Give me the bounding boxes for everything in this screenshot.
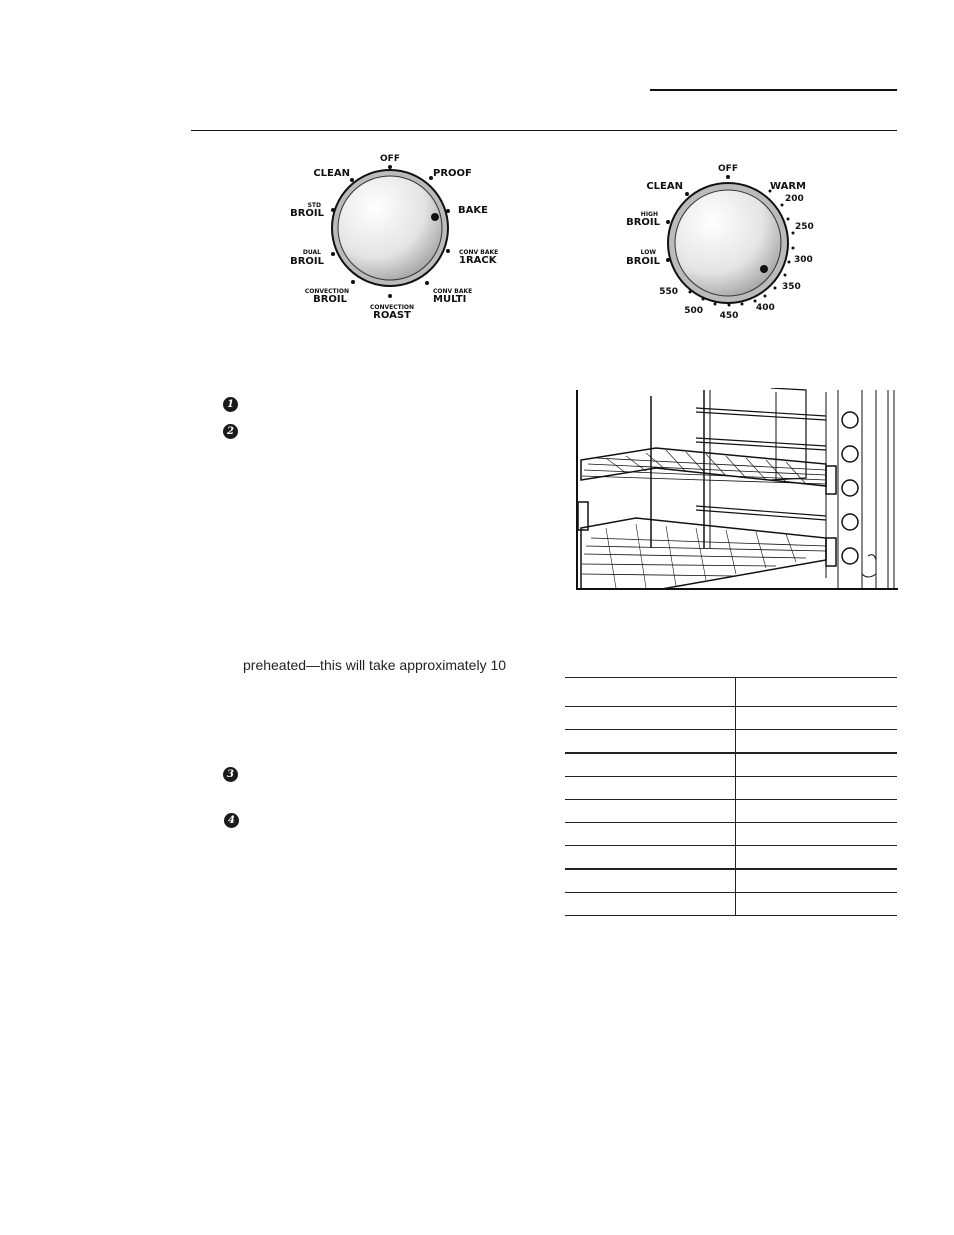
mode-knob-face — [338, 176, 442, 280]
mode-label-roast: ROAST — [373, 310, 411, 321]
header-rule-long — [191, 130, 897, 131]
table-header-row — [565, 677, 897, 707]
temp-label-high-broil: BROIL — [626, 217, 660, 228]
mode-label-dual-broil: BROIL — [290, 256, 324, 267]
temp-label-550: 550 — [659, 287, 678, 297]
step-4-icon: 4 — [224, 813, 239, 828]
mode-label-std: STD — [307, 202, 321, 209]
table-row — [565, 730, 897, 754]
temp-label-300: 300 — [794, 255, 813, 265]
temp-label-350: 350 — [782, 282, 801, 292]
table-row — [565, 754, 897, 777]
temp-label-low: LOW — [640, 249, 656, 256]
mode-label-clean: CLEAN — [313, 168, 350, 179]
header-rule-short — [650, 89, 897, 91]
preheat-text: preheated—this will take approximately 10 — [243, 657, 507, 673]
mode-knob-indicator — [431, 213, 439, 221]
mode-label-convection-2: CONVECTION — [369, 304, 415, 311]
temp-label-400: 400 — [756, 303, 775, 313]
step-3-icon: 3 — [223, 767, 238, 782]
mode-label-1rack: 1RACK — [459, 255, 497, 266]
table-row — [565, 893, 897, 916]
mode-label-conv-bake-1: CONV BAKE — [459, 249, 499, 256]
mode-label-multi: MULTI — [433, 294, 467, 305]
temp-label-warm: WARM — [770, 181, 806, 192]
step-1-icon: 1 — [223, 397, 238, 412]
temp-label-450: 450 — [719, 311, 739, 321]
mode-label-bake: BAKE — [458, 205, 488, 216]
mode-label-conv-bake-2: CONV BAKE — [433, 288, 473, 295]
mode-label-conv-broil: BROIL — [313, 294, 347, 305]
temp-label-500: 500 — [684, 306, 703, 316]
temp-label-high: HIGH — [640, 211, 658, 218]
temperature-dial — [615, 158, 825, 328]
mode-label-convection-1: CONVECTION — [304, 288, 349, 295]
temp-knob-indicator — [760, 265, 768, 273]
temp-label-clean: CLEAN — [646, 181, 683, 192]
table-row — [565, 846, 897, 870]
mode-selector-dial — [280, 145, 520, 325]
cooking-table — [565, 677, 897, 916]
temp-label-200: 200 — [785, 194, 804, 204]
mode-label-proof: PROOF — [433, 168, 472, 179]
table-row — [565, 823, 897, 846]
table-row — [565, 707, 897, 730]
temp-label-250: 250 — [795, 222, 814, 232]
table-row — [565, 777, 897, 800]
mode-label-std-broil: BROIL — [290, 208, 324, 219]
mode-label-dual: DUAL — [302, 249, 321, 256]
temp-label-low-broil: BROIL — [626, 256, 660, 267]
temp-knob-face — [675, 190, 781, 296]
oven-rack-illustration — [576, 388, 898, 590]
table-row — [565, 800, 897, 823]
step-2-icon: 2 — [223, 424, 238, 439]
table-row — [565, 870, 897, 893]
temp-label-off: OFF — [718, 164, 738, 174]
mode-label-off: OFF — [380, 154, 400, 164]
